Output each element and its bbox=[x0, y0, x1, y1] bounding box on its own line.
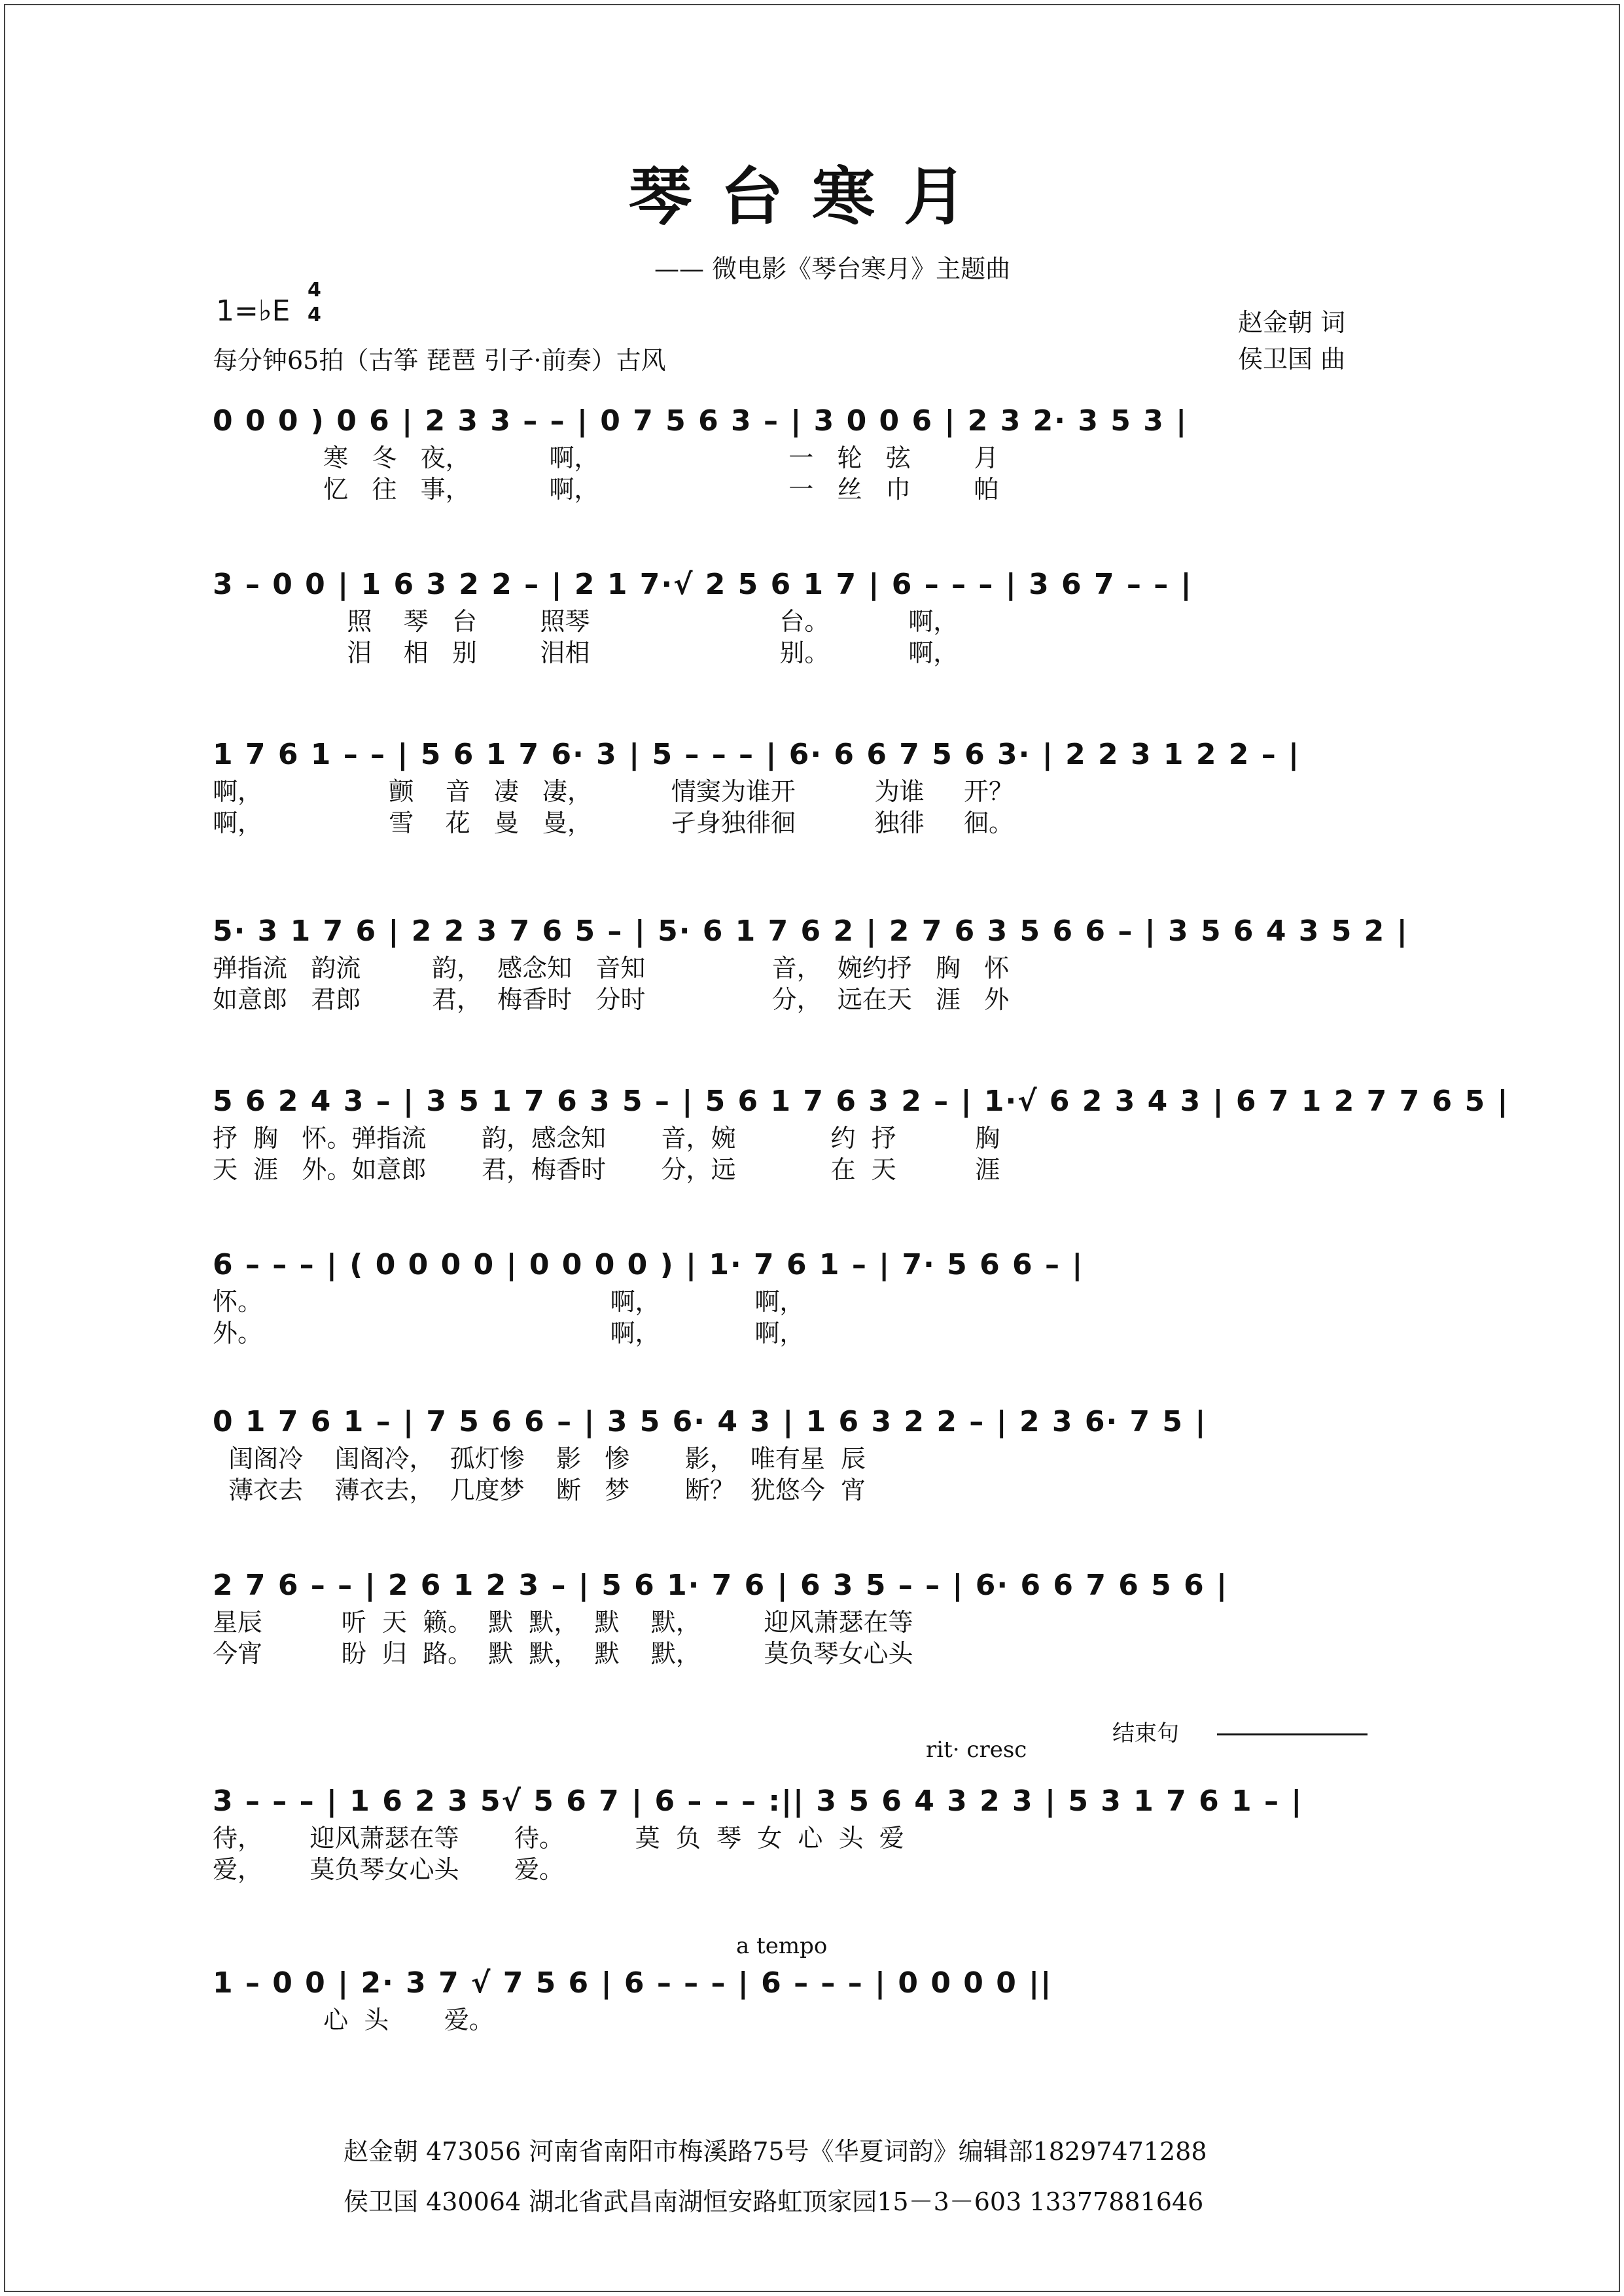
lyrics-verse-2: 爱， 莫负琴女心头 爱。 bbox=[213, 1855, 565, 1884]
music-notation: 3 – 0 0 | 1 6 3 2 2 – | 2 1 7·√ 2 5 6 1 7 | 6 – – – | 3 6 7 – – | bbox=[213, 568, 1193, 601]
contact-lyricist: 赵金朝 473056 河南省南阳市梅溪路75号《华夏词韵》编辑部18297471288 bbox=[344, 2137, 1207, 2166]
ending-phrase-line bbox=[1217, 1733, 1368, 1735]
score-line-3 bbox=[213, 734, 1374, 839]
lyrics-verse-2: 啊， 雪 花 曼 曼， 孑身独徘徊 独徘 徊。 bbox=[213, 809, 1014, 837]
lyrics-verse-2: 今宵 盼 归 路。 默 默， 默 默， 莫负琴女心头 bbox=[213, 1639, 913, 1668]
music-notation: 5· 3 1 7 6 | 2 2 3 7 6 5 – | 5· 6 1 7 6 2 | 2 7 6 3 5 6 6 – | 3 5 6 4 3 5 2 | bbox=[213, 914, 1409, 948]
contact-composer: 侯卫国 430064 湖北省武昌南湖恒安路虹顶家园15－3－603 13377881646 bbox=[344, 2187, 1204, 2216]
music-notation: 5 6 2 4 3 – | 3 5 1 7 6 3 5 – | 5 6 1 7 6 3 2 – | 1·√ 6 2 3 4 3 | 6 7 1 2 7 7 6 5 | bbox=[213, 1085, 1509, 1118]
lyrics-verse-1: 啊， 颤 音 凄 凄， 情窦为谁开 为谁 开？ bbox=[213, 777, 1014, 806]
lyrics-verse-2: 薄衣去 薄衣去， 几度梦 断 梦 断？ 犹悠今 宵 bbox=[213, 1476, 866, 1505]
lyrics-verse-1: 照 琴 台 照琴 台。 啊， bbox=[213, 607, 959, 636]
a-tempo-marking: a tempo bbox=[736, 1933, 828, 1959]
score-line-10 bbox=[213, 1962, 1374, 2067]
tempo-marking: 每分钟65拍（古筝 琵琶 引子·前奏）古风 bbox=[213, 346, 666, 375]
score-line-1 bbox=[213, 400, 1374, 505]
lyrics-verse-1: 怀。 啊， 啊， bbox=[213, 1287, 805, 1316]
music-notation: 0 0 0 ) 0 6 | 2 3 3 – – | 0 7 5 6 3 – | 3 0 0 6 | 2 3 2· 3 5 3 | bbox=[213, 404, 1188, 438]
lyrics-verse-1: 抒 胸 怀。弹指流 韵，感念知 音，婉 约 抒 胸 bbox=[213, 1124, 1000, 1153]
music-notation: 6 – – – | ( 0 0 0 0 | 0 0 0 0 ) | 1· 7 6 1 – | 7· 5 6 6 – | bbox=[213, 1248, 1084, 1281]
credits bbox=[1238, 304, 1345, 377]
ending-phrase-label: 结束句 bbox=[1112, 1720, 1179, 1747]
lyrics-verse-1: 待， 迎风萧瑟在等 待。 莫 负 琴 女 心 头 爱 bbox=[213, 1824, 904, 1852]
music-notation: 0 1 7 6 1 – | 7 5 6 6 – | 3 5 6· 4 3 | 1 6 3 2 2 – | 2 3 6· 7 5 | bbox=[213, 1405, 1207, 1438]
lyrics-verse-1: 星辰 听 天 籁。 默 默， 默 默， 迎风萧瑟在等 bbox=[213, 1608, 913, 1637]
lyrics-verse-1: 闺阁冷 闺阁冷， 孤灯惨 影 惨 影， 唯有星 辰 bbox=[213, 1444, 866, 1473]
lyrics-verse-2: 泪 相 别 泪相 别。 啊， bbox=[213, 638, 959, 667]
lyrics-verse-2 bbox=[213, 2036, 1374, 2067]
meter-bottom: 4 bbox=[308, 304, 321, 326]
lyrics-verse-1: 寒 冬 夜， 啊， 一 轮 弦 月 bbox=[213, 444, 999, 472]
music-notation: 3 – – – | 1 6 2 3 5√ 5 6 7 | 6 – – – :|| 3 5 6 4 3 2 3 | 5 3 1 7 6 1 – | bbox=[213, 1784, 1303, 1818]
meter-top: 4 bbox=[308, 279, 321, 302]
music-notation: 1 – 0 0 | 2· 3 7 √ 7 5 6 | 6 – – – | 6 – – – | 0 0 0 0 || bbox=[213, 1966, 1053, 2000]
score-line-4 bbox=[213, 911, 1409, 1015]
key-signature: 1=♭E bbox=[216, 294, 291, 328]
score-line-6 bbox=[213, 1244, 1374, 1349]
lyricist-credit: 赵金朝 词 bbox=[1238, 308, 1346, 337]
score-line-7 bbox=[213, 1401, 1374, 1506]
composer-credit: 侯卫国 曲 bbox=[1238, 345, 1346, 374]
time-signature bbox=[308, 278, 321, 328]
lyrics-verse-2: 如意郎 君郎 君， 梅香时 分时 分， 远在天 涯 外 bbox=[213, 985, 1010, 1014]
score-line-5 bbox=[213, 1081, 1509, 1185]
score-line-8 bbox=[213, 1565, 1374, 1669]
rit-cresc-marking: rit· cresc bbox=[926, 1737, 1027, 1763]
music-notation: 2 7 6 – – | 2 6 1 2 3 – | 5 6 1· 7 6 | 6 3 5 – – | 6· 6 6 7 6 5 6 | bbox=[213, 1569, 1229, 1602]
lyrics-verse-1: 心 头 爱。 bbox=[213, 2006, 494, 2034]
song-subtitle: —— 微电影《琴台寒月》主题曲 bbox=[654, 254, 1011, 283]
lyrics-verse-1: 弹指流 韵流 韵， 感念知 音知 音， 婉约抒 胸 怀 bbox=[213, 954, 1010, 983]
lyrics-verse-2: 忆 往 事， 啊， 一 丝 巾 帕 bbox=[213, 475, 999, 504]
song-title: 琴台寒月 bbox=[629, 160, 995, 234]
lyrics-verse-2: 外。 啊， 啊， bbox=[213, 1319, 805, 1348]
music-notation: 1 7 6 1 – – | 5 6 1 7 6· 3 | 5 – – – | 6· 6 6 7 5 6 3· | 2 2 3 1 2 2 – | bbox=[213, 738, 1301, 771]
score-line-9 bbox=[213, 1781, 1374, 1885]
lyrics-verse-2: 天 涯 外。如意郎 君，梅香时 分，远 在 天 涯 bbox=[213, 1155, 1000, 1184]
score-line-2 bbox=[213, 564, 1374, 669]
